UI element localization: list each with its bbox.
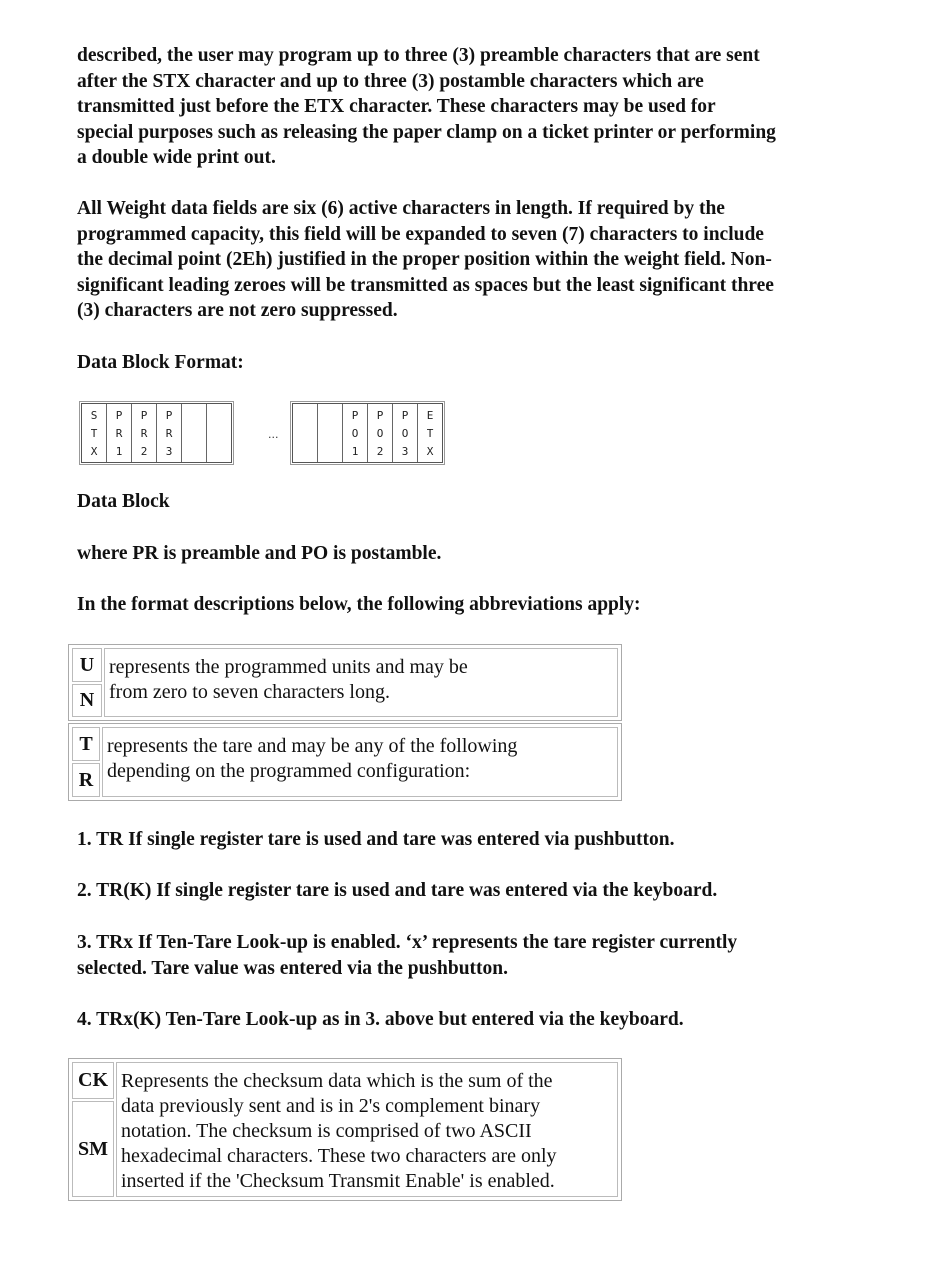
text-line: All Weight data fields are six (6) active characters in length. If required by the xyxy=(77,198,725,219)
cell-char xyxy=(216,427,223,440)
data-block-cell xyxy=(107,404,132,462)
data-block-caption: Data Block xyxy=(77,491,170,512)
cell-char: 1 xyxy=(115,444,123,458)
cell-char xyxy=(302,445,309,458)
cell-char: R xyxy=(165,426,173,440)
text-line: described, the user may program up to three (3) preamble characters that are sent xyxy=(77,45,760,66)
cell-char xyxy=(216,445,223,458)
cell-char xyxy=(191,409,198,422)
cell-char: 3 xyxy=(165,444,173,458)
text-line: programmed capacity, this field will be expanded to seven (7) characters to include xyxy=(77,223,764,245)
cell-char: 2 xyxy=(140,444,148,458)
item-4: 4. TRx(K) Ten-Tare Look-up as in 3. above but entered via the keyboard. xyxy=(77,1009,684,1030)
weight-paragraph xyxy=(77,196,877,324)
cell-char: R xyxy=(140,426,148,440)
data-block-cell xyxy=(182,404,207,462)
cell-char: O xyxy=(401,426,409,440)
units-description: represents the programmed units and may be from zero to seven characters long. xyxy=(104,648,618,717)
cell-char xyxy=(191,427,198,440)
text-line: (3) characters are not zero suppressed. xyxy=(77,300,398,321)
data-block-cell xyxy=(207,404,231,462)
cell-char xyxy=(327,427,334,440)
item-2: 2. TR(K) If single register tare is used and tare was entered via the keyboard. xyxy=(77,880,718,901)
data-block-cell xyxy=(157,404,182,462)
data-block-right xyxy=(292,403,443,463)
format-heading: Data Block Format: xyxy=(77,352,244,373)
data-block-cell xyxy=(343,404,368,462)
cell-char: X xyxy=(90,444,98,458)
data-block-cell xyxy=(318,404,343,462)
cell-char: P xyxy=(376,408,384,422)
text-line: after the STX character and up to three (3) postamble characters which are xyxy=(77,70,704,92)
text-line: the decimal point (2Eh) justified in the proper position within the weight field. Non- xyxy=(77,249,772,270)
cell-char: 2 xyxy=(376,444,384,458)
cell-char xyxy=(216,409,223,422)
checksum-description: Represents the checksum data which is the sum of the data previously sent and is in 2's complement binary notation. The checksum is comprised of two ASCII hexadecimal characters. These two characters are only inserted if the 'Checksum Transmit Enable' is enabled. xyxy=(116,1062,618,1197)
cell-char: P xyxy=(351,408,359,422)
key-ck: CK xyxy=(72,1062,114,1099)
ellipsis: ... xyxy=(268,428,279,441)
legend-units xyxy=(68,644,622,721)
legend-tare xyxy=(68,723,622,801)
cell-char: P xyxy=(140,408,148,422)
cell-char: R xyxy=(115,426,123,440)
data-block-cell xyxy=(368,404,393,462)
cell-char: T xyxy=(90,426,98,440)
key-n: N xyxy=(72,684,102,717)
key-r: R xyxy=(72,763,100,797)
cell-char xyxy=(302,427,309,440)
intro-paragraph xyxy=(77,43,877,171)
cell-char: P xyxy=(165,408,173,422)
key-u: U xyxy=(72,648,102,682)
cell-char xyxy=(327,445,334,458)
data-block-cell xyxy=(418,404,442,462)
text-line: a double wide print out. xyxy=(77,147,276,168)
cell-char: O xyxy=(351,426,359,440)
item-1: 1. TR If single register tare is used and tare was entered via pushbutton. xyxy=(77,829,675,850)
cell-char xyxy=(327,409,334,422)
legend-checksum xyxy=(68,1058,622,1201)
cell-char: E xyxy=(426,408,434,422)
data-block-cell xyxy=(293,404,318,462)
cell-char: P xyxy=(401,408,409,422)
key-sm: SM xyxy=(72,1101,114,1197)
data-block-cell xyxy=(132,404,157,462)
item-3: 3. TRx If Ten-Tare Look-up is enabled. ‘x’ represents the tare register currently selected. Tare value was entered via the pushbutton. xyxy=(77,932,738,979)
cell-char: S xyxy=(90,408,98,422)
tare-description: represents the tare and may be any of the following depending on the programmed configuration: xyxy=(102,727,618,797)
cell-char: 1 xyxy=(351,444,359,458)
abbreviations-intro: In the format descriptions below, the following abbreviations apply: xyxy=(77,594,641,615)
data-block-left xyxy=(81,403,232,463)
cell-char xyxy=(302,409,309,422)
key-t: T xyxy=(72,727,100,761)
data-block-cell xyxy=(82,404,107,462)
cell-char: P xyxy=(115,408,123,422)
text-line: significant leading zeroes will be transmitted as spaces but the least significant three xyxy=(77,274,774,296)
cell-char: O xyxy=(376,426,384,440)
data-block-cell xyxy=(393,404,418,462)
text-line: special purposes such as releasing the paper clamp on a ticket printer or performing xyxy=(77,121,776,143)
where-line: where PR is preamble and PO is postamble. xyxy=(77,543,442,564)
cell-char: T xyxy=(426,426,434,440)
cell-char xyxy=(191,445,198,458)
cell-char: X xyxy=(426,444,434,458)
text-line: transmitted just before the ETX character. These characters may be used for xyxy=(77,96,716,117)
cell-char: 3 xyxy=(401,444,409,458)
